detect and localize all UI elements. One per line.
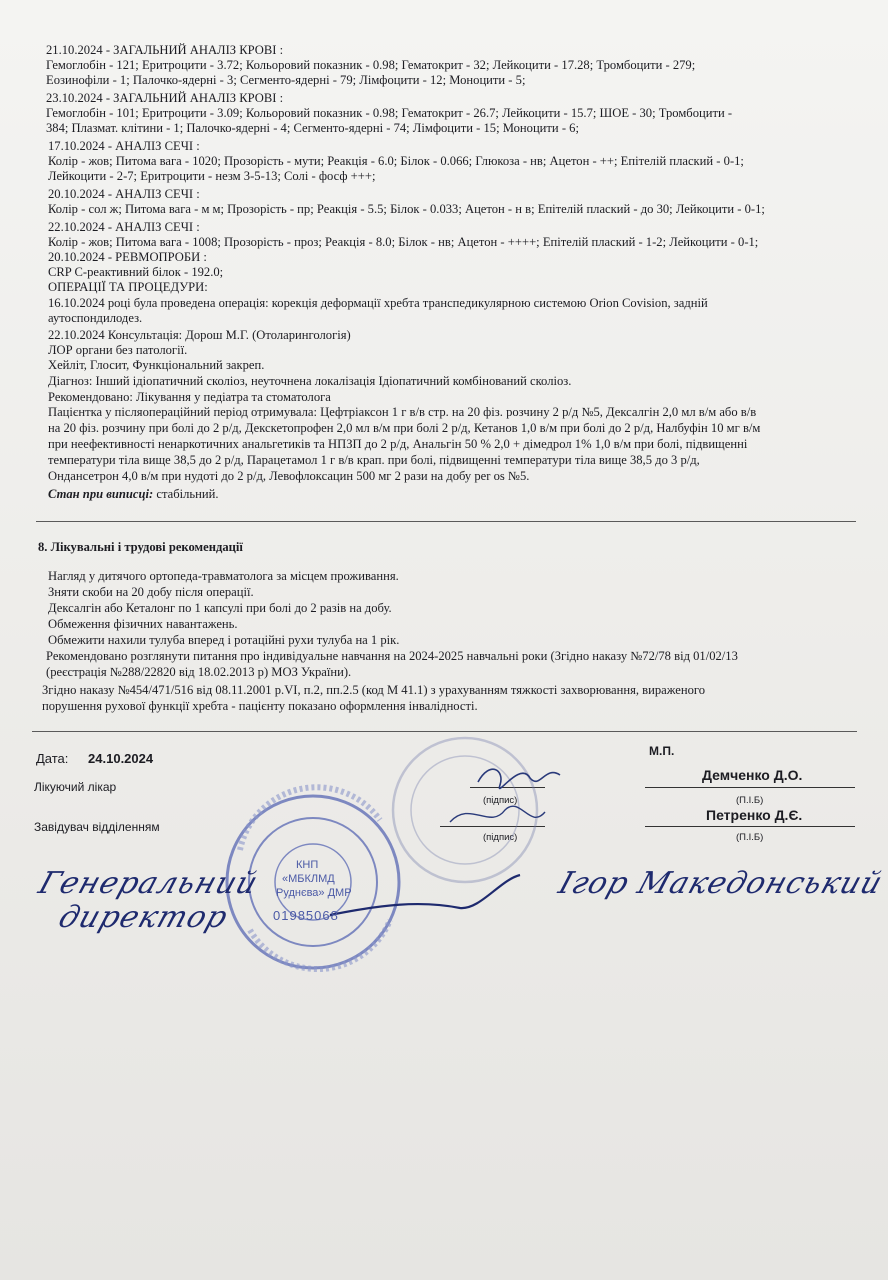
rheumatic-test-line1: CRP С-реактивний білок - 192.0; [48,265,224,279]
discharge-status-label: Стан при виписці: [48,487,154,501]
treatment-line3: при неефективності ненаркотичних анальгетиків та НПЗП до 2 р/д, Анальгін 50 % 2,0 + дімедрол 1% 1,0 в/м при болі, підвищенні [48,437,748,451]
rheumatic-test-heading: 20.10.2024 - РЕВМОПРОБИ : [48,250,207,264]
recommendation-5: Обмежити нахили тулуба вперед і ротаційні рухи тулуба на 1 рік. [48,633,400,647]
urine-test-3-heading: 22.10.2024 - АНАЛІЗ СЕЧІ : [48,220,200,234]
blood-test-1-heading: 21.10.2024 - ЗАГАЛЬНИЙ АНАЛІЗ КРОВІ : [46,43,284,57]
handwritten-title-line2: директор [54,900,233,935]
date-value: 24.10.2024 [88,751,154,766]
blood-test-2-line2: 384; Плазмат. клітини - 1; Палочко-ядерні - 4; Сегменто-ядерні - 74; Лімфоцити - 15; Моноцити - 6; [46,121,579,135]
treatment-line1: Пацієнтка у післяопераційний період отримувала: Цефтріаксон 1 г в/в стр. на 20 фіз. розчину 2 р/д №5, Дексалгін 2,0 мл в/м або в/в [48,405,757,419]
discharge-status-value: стабільний. [153,487,219,501]
doctor-sign-caption: (підпис) [483,795,518,806]
attending-doctor-label: Лікуючий лікар [34,780,117,794]
treatment-line5: Ондансетрон 4,0 в/м при нудоті до 2 р/д, Левофлоксацин 500 мг 2 рази на добу per os №5. [48,469,530,483]
operation-line1: 16.10.2024 році була проведена операція: корекція деформації хребта транспедикулярною системою Orion Covision, задній [48,296,708,310]
urine-test-1-line2: Лейкоцити - 2-7; Еритроцити - незм 3-5-13; Солі - фосф +++; [48,169,376,183]
handwritten-name: Ігор Македонський [554,866,888,901]
seal-text-3: Руднєва» ДМР [276,887,352,899]
urine-test-1-heading: 17.10.2024 - АНАЛІЗ СЕЧІ : [48,139,200,153]
recommended-line: Рекомендовано: Лікування у педіатра та стоматолога [48,390,331,404]
head-of-department-label: Завідувач відділенням [34,820,160,834]
head-of-department-name: Петренко Д.Є. [706,807,803,823]
blood-test-1-line2: Еозинофіли - 1; Палочко-ядерні - 3; Сегменто-ядерні - 79; Лімфоцити - 12; Моноцити - 5; [46,73,526,87]
urine-test-2-line1: Колір - сол ж; Питома вага - м м; Прозорість - пр; Реакція - 5.5; Білок - 0.033; Ацетон - н в; Епітелій плаский - до 30; Лейкоцити - 0-1; [48,202,765,216]
head-sign-caption: (підпис) [483,832,518,843]
recommendation-2: Зняти скоби на 20 добу після операції. [48,585,254,599]
head-pib-caption: (П.І.Б) [736,832,764,843]
recommendation-9: порушення рухової функції хребта - пацієнту показано оформлення інвалідності. [42,699,478,713]
treatment-line2: на 20 фіз. розчину при болі до 2 р/д, Декскетопрофен 2,0 мл в/м при болі 2 р/д, Кетанов 1,0 в/м при болі до 2 р/д, Налбуфін 10 мг в/м [48,421,761,435]
blood-test-2-line1: Гемоглобін - 101; Еритроцити - 3.09; Кольоровий показник - 0.98; Гематокрит - 26.7; Лейкоцити - 15.7; ШОЕ - 30; Тромбоцити - [46,106,733,120]
urine-test-2-heading: 20.10.2024 - АНАЛІЗ СЕЧІ : [48,187,200,201]
recommendation-7: (реєстрація №288/22820 від 18.02.2013 р) МОЗ України). [46,665,352,679]
treatment-line4: температури тіла вище 38,5 до 2 р/д, Парацетамол 1 г в/в крап. при болі, підвищенні температури тіла вище 38,5 до 3 р/д, [48,453,700,467]
recommendation-8: Згідно наказу №454/471/516 від 08.11.2001 р.VI, п.2, пп.2.5 (код M 41.1) з урахуванням тяжкості захворювання, вираженого [42,683,706,697]
attending-doctor-name: Демченко Д.О. [702,767,803,783]
operation-line2: аутоспондилодез. [48,311,143,325]
seal-text-1: КНП [296,859,319,871]
diagnosis-line1: Хейліт, Глосит, Функціональний закреп. [48,358,265,372]
procedures-heading: ОПЕРАЦІЇ ТА ПРОЦЕДУРИ: [48,280,208,294]
recommendation-4: Обмеження фізичних навантажень. [48,617,238,631]
seal-text-2: «МБКЛМД [282,873,335,885]
director-signature [330,875,520,915]
recommendation-3: Дексалгін або Кеталонг по 1 капсулі при болі до 2 разів на добу. [48,601,392,615]
diagnosis-line2: Діагноз: Інший ідіопатичний сколіоз, неуточнена локалізація Ідіопатичний комбінований сколіоз. [48,374,572,388]
head-signature [450,806,545,822]
urine-test-3-line1: Колір - жов; Питома вага - 1008; Прозорість - проз; Реакція - 8.0; Білок - нв; Ацетон - ++++; Епітелій плаский - 1-2; Лейкоцити - 0-1; [48,235,759,249]
handwritten-title-line1: Генеральний [34,866,263,901]
faint-seal [393,738,537,882]
recommendation-1: Нагляд у дитячого ортопеда-травматолога за місцем проживання. [48,569,399,583]
stamp-place-label: М.П. [649,744,675,758]
consultation-line: 22.10.2024 Консультація: Дорош М.Г. (Отоларингологія) [48,328,351,342]
doctor-pib-caption: (П.І.Б) [736,795,764,806]
date-label: Дата: [36,751,69,766]
recommendations-heading: 8. Лікувальні і трудові рекомендації [38,540,243,554]
urine-test-1-line1: Колір - жов; Питома вага - 1020; Прозорість - мути; Реакція - 6.0; Білок - 0.066; Глюкоза - нв; Ацетон - ++; Епітелій плаский - 0-1; [48,154,744,168]
recommendation-6: Рекомендовано розглянути питання про індивідуальне навчання на 2024-2025 навчальні роки (Згідно наказу №72/78 від 01/02/13 [46,649,738,663]
blood-test-2-heading: 23.10.2024 - ЗАГАЛЬНИЙ АНАЛІЗ КРОВІ : [46,91,284,105]
seal-code: 01985068 [273,908,339,923]
doctor-signature [478,769,560,788]
blood-test-1-line1: Гемоглобін - 121; Еритроцити - 3.72; Кольоровий показник - 0.98; Гематокрит - 32; Лейкоцити - 17.28; Тромбоцити - 279; [46,58,696,72]
lor-line: ЛОР органи без патології. [48,343,188,357]
